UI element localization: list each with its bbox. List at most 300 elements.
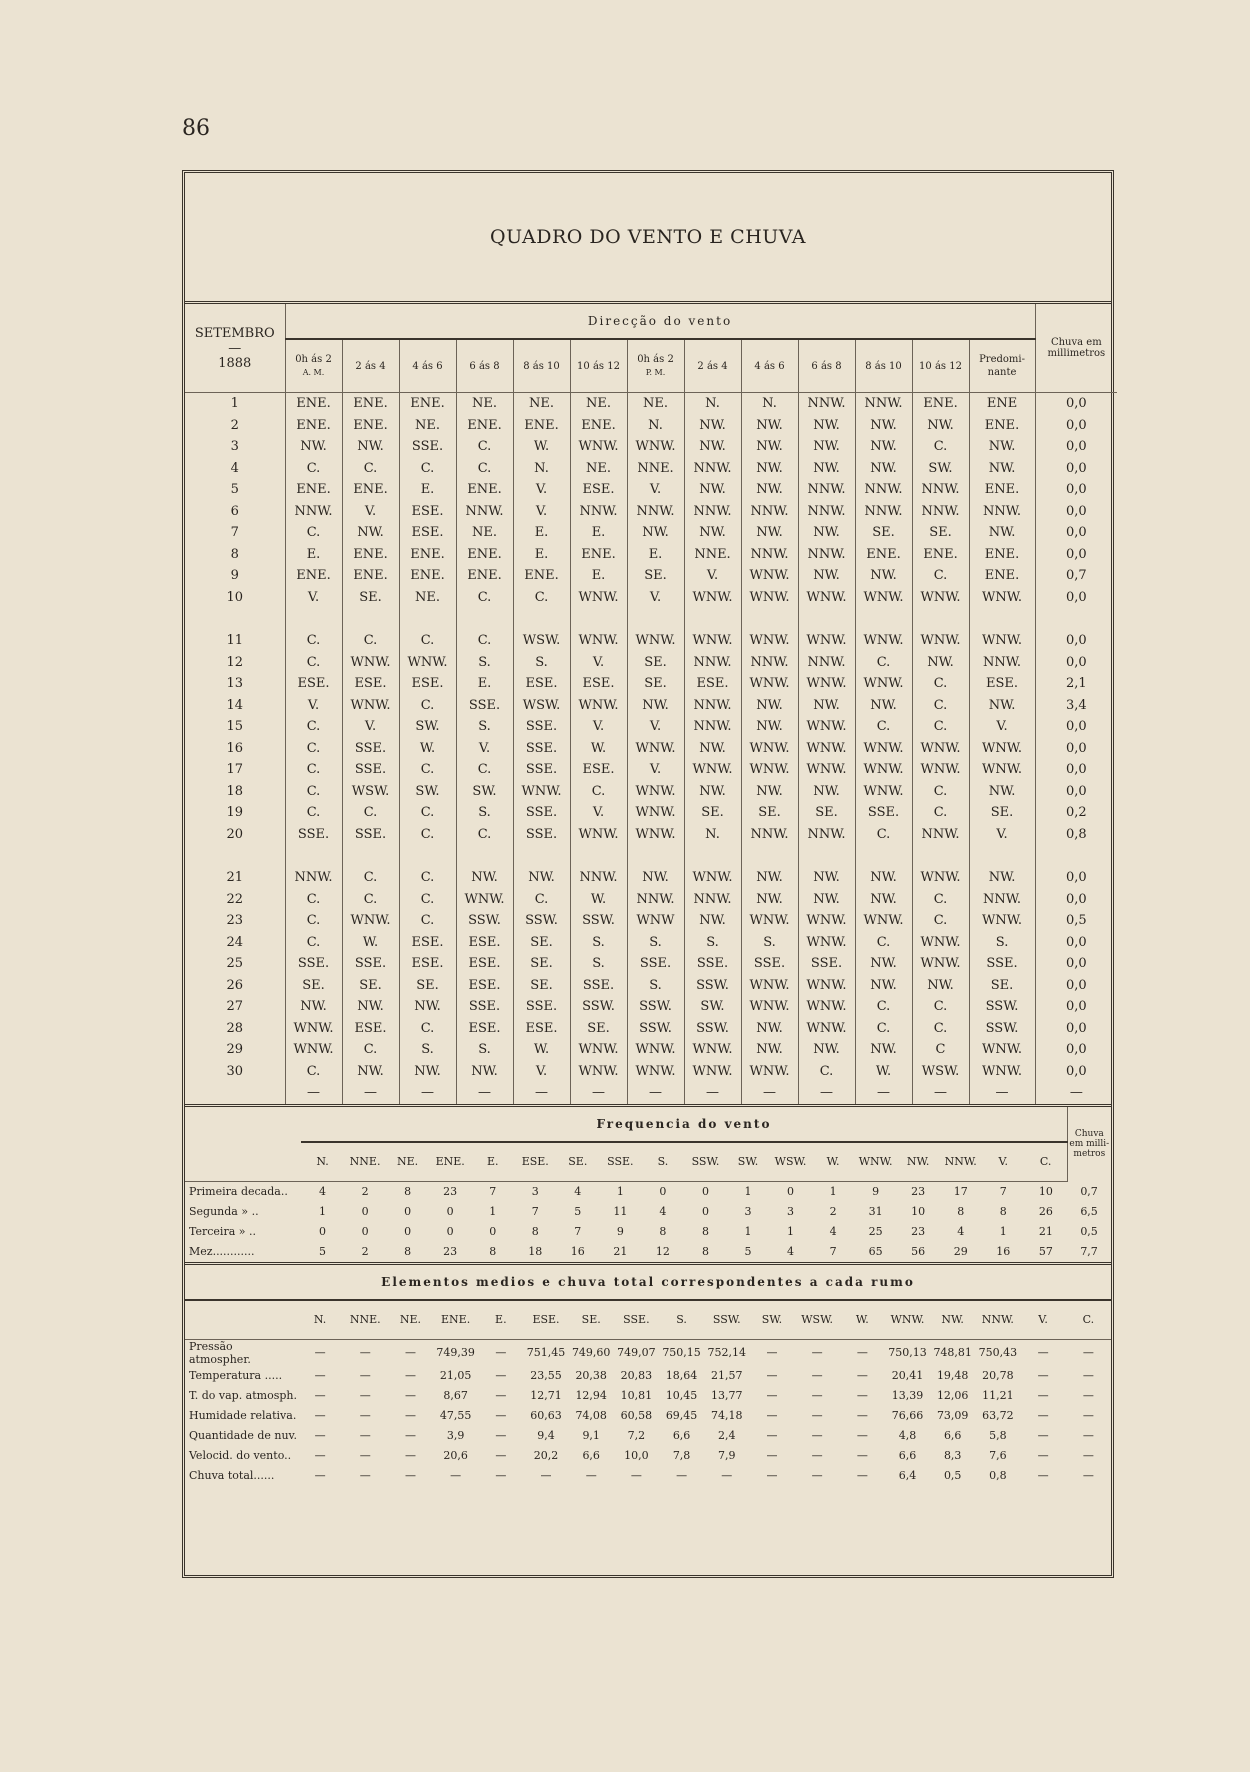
elements-cell: 12,06 [936, 1389, 969, 1402]
day-cell: 2 [230, 417, 239, 433]
elements-cell: — [404, 1346, 416, 1359]
wind-cell: C. [342, 458, 399, 480]
wind-cell: NW. [855, 436, 912, 458]
wind-cell: SSW. [969, 996, 1035, 1018]
frequency-cell: 7 [999, 1185, 1007, 1198]
table-row [185, 1466, 1111, 1486]
wind-cell: C. [285, 652, 342, 674]
day-cell: 5 [230, 482, 239, 498]
wind-cell: NW. [912, 415, 969, 437]
elements-column-header: ENE. [433, 1300, 478, 1340]
wind-cell: ESE. [684, 673, 741, 695]
wind-cell: NNW. [855, 501, 912, 523]
weather-table-frame [182, 170, 1114, 1578]
wind-cell: C. [912, 1018, 969, 1040]
elements-cell: 20,78 [982, 1369, 1014, 1382]
wind-cell: SE. [627, 673, 684, 695]
elements-cell: 11,21 [982, 1389, 1014, 1402]
elements-column-header: NNW. [975, 1300, 1020, 1340]
wind-cell: SSE. [570, 975, 627, 997]
wind-cell: ENE. [969, 415, 1035, 437]
end-dash: — [570, 1082, 627, 1104]
elements-cell: 60,63 [530, 1409, 562, 1422]
elements-cell: — [856, 1449, 868, 1462]
day-cell: 13 [226, 676, 244, 692]
elements-cell: — [359, 1429, 371, 1442]
frequency-header: Frequencia do vento [301, 1107, 1067, 1142]
wind-cell: ENE. [969, 479, 1035, 501]
frequency-cell: 5 [744, 1245, 752, 1258]
elements-column-header: NW. [930, 1300, 975, 1340]
time-column-header [969, 339, 1035, 393]
frequency-cell: 21 [613, 1245, 628, 1258]
frequency-cell: 0 [446, 1205, 454, 1218]
frequency-cell: 7 [531, 1205, 539, 1218]
frequency-column-header: ESE. [514, 1142, 557, 1182]
wind-cell: WNW. [912, 932, 969, 954]
elements-cell: — [495, 1409, 507, 1422]
wind-cell: NW. [741, 781, 798, 803]
wind-cell: C. [399, 802, 456, 824]
time-column-label: Predomi- nante [979, 354, 1025, 378]
elements-cell: — [314, 1469, 326, 1482]
elements-cell: 12,94 [575, 1389, 607, 1402]
elements-cell: 10,0 [624, 1449, 649, 1462]
wind-cell: WNW. [741, 738, 798, 760]
elements-cell: 69,45 [665, 1409, 698, 1422]
wind-cell: NW. [741, 436, 798, 458]
wind-cell: C. [855, 824, 912, 846]
wind-cell: NW. [741, 415, 798, 437]
day-cell: 19 [226, 805, 244, 821]
wind-cell: C. [399, 695, 456, 717]
wind-cell: WNW. [627, 630, 684, 652]
frequency-cell: 3 [744, 1205, 752, 1218]
wind-cell: WNW. [285, 1039, 342, 1061]
frequency-cell: 23 [443, 1245, 458, 1258]
wind-cell: WNW. [741, 630, 798, 652]
elements-cell: 20,41 [891, 1369, 924, 1382]
wind-cell: NNW. [969, 889, 1035, 911]
wind-cell: WNW. [570, 695, 627, 717]
wind-cell: 0,0 [1035, 587, 1117, 609]
time-column-header [912, 339, 969, 393]
wind-cell: E. [570, 565, 627, 587]
wind-cell: NNW. [741, 501, 798, 523]
wind-cell: WNW. [456, 889, 513, 911]
elements-cell: — [1082, 1389, 1094, 1402]
wind-cell: ESE. [513, 1018, 570, 1040]
day-cell: 18 [226, 783, 244, 799]
elements-cell: 21,05 [439, 1369, 472, 1382]
elements-cell: 7,8 [672, 1449, 691, 1462]
elements-cell: 10,45 [665, 1389, 698, 1402]
frequency-cell: 0 [319, 1225, 327, 1238]
wind-cell: NE. [456, 393, 513, 415]
wind-cell: NW. [342, 1061, 399, 1083]
wind-cell: NW. [912, 652, 969, 674]
wind-cell: WNW. [627, 1061, 684, 1083]
wind-cell: V. [627, 716, 684, 738]
wind-cell: V. [570, 652, 627, 674]
wind-cell: NW. [855, 695, 912, 717]
wind-cell: 0,0 [1035, 630, 1117, 652]
frequency-cell: 1 [999, 1225, 1007, 1238]
elements-cell: — [1037, 1469, 1049, 1482]
wind-cell: SE. [513, 932, 570, 954]
wind-cell: ESE. [570, 479, 627, 501]
frequency-cell: 0 [701, 1185, 709, 1198]
wind-cell: NW. [969, 458, 1035, 480]
wind-cell: C. [399, 1018, 456, 1040]
wind-cell: WNW. [912, 867, 969, 889]
frequency-column-header: N. [301, 1142, 344, 1182]
frequency-cell: 18 [528, 1245, 543, 1258]
wind-cell: SE. [684, 802, 741, 824]
table-row [185, 1181, 1111, 1202]
elements-cell: — [856, 1369, 868, 1382]
elements-cell: — [766, 1469, 778, 1482]
row-label: Segunda » .. [189, 1205, 259, 1218]
wind-cell: NNW. [741, 652, 798, 674]
wind-cell: NW. [969, 867, 1035, 889]
wind-cell: S. [741, 932, 798, 954]
time-column-header [627, 339, 684, 393]
page-title: QUADRO DO VENTO E CHUVA [185, 173, 1111, 304]
elements-column-header: WNW. [885, 1300, 930, 1340]
wind-cell: V. [969, 824, 1035, 846]
wind-cell: C. [456, 824, 513, 846]
wind-cell: C. [399, 910, 456, 932]
wind-cell: NNW. [741, 544, 798, 566]
wind-cell: NW. [855, 975, 912, 997]
row-label: Chuva total...... [189, 1469, 275, 1482]
elements-cell: — [1037, 1369, 1049, 1382]
elements-cell: 74,08 [575, 1409, 607, 1422]
table-row [185, 996, 1117, 1018]
wind-cell: SSE. [627, 953, 684, 975]
table-row [185, 1339, 1111, 1366]
wind-cell: SSE. [513, 824, 570, 846]
wind-cell: SE. [741, 802, 798, 824]
wind-cell: NW. [969, 695, 1035, 717]
table-row [185, 802, 1117, 824]
wind-cell: W. [399, 738, 456, 760]
time-column-header [855, 339, 912, 393]
wind-cell: SSE. [342, 759, 399, 781]
wind-cell: WNW. [969, 1039, 1035, 1061]
wind-cell: NW. [684, 910, 741, 932]
elements-header: Elementos medios e chuva total correspondentes a cada rumo [185, 1265, 1111, 1300]
wind-cell: NE. [513, 393, 570, 415]
wind-cell: SSW. [570, 910, 627, 932]
wind-cell: WNW. [741, 673, 798, 695]
wind-cell: WNW. [969, 1061, 1035, 1083]
wind-cell: WNW. [912, 953, 969, 975]
wind-cell: S. [456, 652, 513, 674]
elements-cell: — [676, 1469, 688, 1482]
wind-cell: ESE. [570, 673, 627, 695]
table-row [185, 1018, 1117, 1040]
wind-cell: ESE. [456, 953, 513, 975]
wind-cell: SSE. [513, 716, 570, 738]
wind-cell: SSE. [855, 802, 912, 824]
wind-cell: NNW. [855, 393, 912, 415]
elements-cell: — [314, 1369, 326, 1382]
table-row [185, 1039, 1117, 1061]
wind-cell: S. [570, 932, 627, 954]
frequency-cell: 0 [361, 1225, 369, 1238]
elements-cell: — [314, 1389, 326, 1402]
wind-cell: V. [684, 565, 741, 587]
frequency-cell: 31 [868, 1205, 883, 1218]
time-column-header [456, 339, 513, 393]
end-dash: — [513, 1082, 570, 1104]
elements-cell: 6,6 [943, 1429, 962, 1442]
elements-cell: — [404, 1469, 416, 1482]
wind-cell: WNW. [627, 738, 684, 760]
frequency-cell: 0 [404, 1225, 412, 1238]
elements-cell: — [811, 1429, 823, 1442]
wind-cell: 0,0 [1035, 479, 1117, 501]
wind-cell: WNW. [627, 802, 684, 824]
wind-cell: C. [285, 630, 342, 652]
wind-cell: C. [285, 932, 342, 954]
wind-cell: NNW. [570, 867, 627, 889]
end-row [185, 1082, 1117, 1104]
elements-cell: 74,18 [711, 1409, 743, 1422]
frequency-cell: 4 [787, 1245, 795, 1258]
elements-cell: — [1082, 1369, 1094, 1382]
wind-cell: NW. [741, 458, 798, 480]
wind-cell: NW. [741, 1018, 798, 1040]
wind-cell: V. [285, 587, 342, 609]
wind-cell: SE. [627, 652, 684, 674]
elements-cell: 752,14 [707, 1346, 746, 1359]
wind-cell: C. [399, 458, 456, 480]
time-column-label: 10 ás 12 [919, 360, 962, 372]
wind-cell: NW. [684, 781, 741, 803]
time-column-label: 4 ás 6 [412, 360, 443, 372]
wind-cell: WNW. [798, 910, 855, 932]
day-cell: 12 [226, 654, 244, 670]
wind-cell: NW. [741, 522, 798, 544]
wind-cell: WNW. [855, 910, 912, 932]
wind-cell: NNW. [285, 501, 342, 523]
wind-cell: ENE. [969, 544, 1035, 566]
wind-cell: 2,1 [1035, 673, 1117, 695]
table-row [185, 932, 1117, 954]
elements-cell: — [359, 1369, 371, 1382]
table-row [185, 1406, 1111, 1426]
frequency-cell: 8 [957, 1205, 965, 1218]
wind-cell: NW. [798, 867, 855, 889]
frequency-column-header: E. [471, 1142, 514, 1182]
wind-cell: ENE. [570, 544, 627, 566]
wind-cell: NW. [969, 436, 1035, 458]
frequency-cell: 23 [911, 1185, 926, 1198]
wind-cell: NW. [684, 522, 741, 544]
elements-cell: — [811, 1346, 823, 1359]
frequency-cell: 4 [659, 1205, 667, 1218]
frequency-cell: 8 [701, 1225, 709, 1238]
elements-cell: — [495, 1429, 507, 1442]
table-row [185, 436, 1117, 458]
row-label: Temperatura ..... [189, 1369, 283, 1382]
wind-cell: ESE. [456, 975, 513, 997]
end-dash: — [969, 1082, 1035, 1104]
table-row [185, 1202, 1111, 1222]
wind-cell: ENE [969, 393, 1035, 415]
frequency-cell: 10 [1038, 1185, 1053, 1198]
wind-cell: NW. [456, 867, 513, 889]
time-column-header [285, 339, 342, 393]
wind-cell: C. [513, 889, 570, 911]
elements-cell: — [630, 1469, 642, 1482]
elements-cell: — [811, 1369, 823, 1382]
elements-cell: 7,6 [989, 1449, 1007, 1462]
day-cell: 7 [230, 525, 239, 541]
wind-cell: ESE. [456, 932, 513, 954]
table-row [185, 479, 1117, 501]
wind-cell: SSW. [456, 910, 513, 932]
wind-cell: ESE. [456, 1018, 513, 1040]
wind-cell: ESE. [399, 953, 456, 975]
wind-cell: NW. [798, 565, 855, 587]
table-row [185, 522, 1117, 544]
frequency-column-header: C. [1025, 1142, 1068, 1182]
wind-cell: ENE. [285, 565, 342, 587]
wind-cell: C. [456, 630, 513, 652]
wind-cell: ESE. [399, 673, 456, 695]
day-cell: 23 [226, 913, 244, 929]
frequency-cell: 0 [787, 1185, 795, 1198]
wind-cell: NNW. [627, 501, 684, 523]
wind-cell: WSW. [513, 695, 570, 717]
table-row [185, 565, 1117, 587]
wind-cell: WNW. [741, 759, 798, 781]
elements-cell: — [404, 1429, 416, 1442]
frequency-cell: 1 [787, 1225, 795, 1238]
elements-cell: 6,4 [898, 1469, 917, 1482]
wind-cell: W. [513, 1039, 570, 1061]
wind-cell: SSE. [342, 953, 399, 975]
wind-cell: C. [285, 738, 342, 760]
wind-cell: ENE. [456, 415, 513, 437]
day-cell: 16 [226, 740, 244, 756]
frequency-cell: 26 [1038, 1205, 1053, 1218]
time-column-label: 0h ás 2 [637, 354, 674, 365]
table-row [185, 587, 1117, 609]
wind-cell: 0,0 [1035, 501, 1117, 523]
elements-column-header: NE. [388, 1300, 433, 1340]
table-row [185, 393, 1117, 415]
wind-cell: NE. [627, 393, 684, 415]
wind-cell: NW. [399, 996, 456, 1018]
wind-cell: WNW. [855, 759, 912, 781]
wind-cell: WNW. [855, 781, 912, 803]
day-cell: 26 [226, 977, 244, 993]
wind-cell: WNW. [741, 910, 798, 932]
wind-cell: S. [570, 953, 627, 975]
wind-cell: WNW. [798, 738, 855, 760]
wind-cell: C. [342, 802, 399, 824]
elements-cell: — [811, 1389, 823, 1402]
frequency-cell: 0,7 [1080, 1184, 1098, 1198]
frequency-cell: 1 [489, 1205, 497, 1218]
elements-cell: 8,3 [943, 1449, 962, 1462]
frequency-cell: 2 [361, 1245, 369, 1258]
wind-cell: SE. [399, 975, 456, 997]
wind-cell: C. [912, 802, 969, 824]
elements-cell: — [1082, 1429, 1094, 1442]
frequency-cell: 7 [829, 1245, 837, 1258]
wind-cell: NNE. [684, 544, 741, 566]
wind-cell: 0,8 [1035, 824, 1117, 846]
wind-cell: C. [912, 889, 969, 911]
wind-cell: ENE. [399, 393, 456, 415]
wind-cell: S. [513, 652, 570, 674]
row-label: Mez............ [189, 1245, 255, 1258]
wind-cell: SSW. [684, 975, 741, 997]
table-row [185, 544, 1117, 566]
wind-cell: SE. [627, 565, 684, 587]
month-header [185, 304, 285, 393]
wind-cell: NW. [855, 889, 912, 911]
wind-cell: V. [513, 479, 570, 501]
wind-cell: WNW. [627, 824, 684, 846]
wind-cell: NW. [684, 415, 741, 437]
wind-cell: C. [855, 716, 912, 738]
wind-cell: E. [513, 544, 570, 566]
wind-cell: 0,0 [1035, 781, 1117, 803]
wind-cell: NNW. [741, 824, 798, 846]
elements-column-header: ESE. [523, 1300, 568, 1340]
wind-cell: WNW. [570, 587, 627, 609]
wind-cell: NW. [969, 522, 1035, 544]
day-cell: 20 [226, 826, 244, 842]
frequency-cell: 0 [659, 1185, 667, 1198]
wind-cell: C. [798, 1061, 855, 1083]
wind-cell: C. [570, 781, 627, 803]
elements-cell: 63,72 [982, 1409, 1014, 1422]
wind-cell: N. [741, 393, 798, 415]
frequency-cell: 12 [655, 1245, 670, 1258]
frequency-cell: 23 [443, 1185, 458, 1198]
wind-cell: NNW. [285, 867, 342, 889]
elements-cell: 47,55 [439, 1409, 472, 1422]
wind-cell: NW. [741, 695, 798, 717]
elements-cell: 20,83 [620, 1369, 653, 1382]
elements-cell: 750,13 [888, 1346, 927, 1359]
wind-cell: 0,0 [1035, 975, 1117, 997]
wind-cell: NW. [855, 867, 912, 889]
frequency-column-header: S. [642, 1142, 685, 1182]
wind-cell: NNW. [456, 501, 513, 523]
table-row [185, 716, 1117, 738]
frequency-cell: 5 [319, 1245, 327, 1258]
elements-column-header: C. [1066, 1300, 1111, 1340]
wind-cell: WNW. [798, 975, 855, 997]
wind-cell: 0,0 [1035, 889, 1117, 911]
wind-cell: SSE. [285, 824, 342, 846]
wind-cell: WNW. [855, 738, 912, 760]
day-cell: 1 [230, 396, 239, 412]
wind-cell: WSW. [912, 1061, 969, 1083]
elements-column-header: SSW. [704, 1300, 749, 1340]
wind-cell: ESE. [513, 673, 570, 695]
wind-cell: 3,4 [1035, 695, 1117, 717]
